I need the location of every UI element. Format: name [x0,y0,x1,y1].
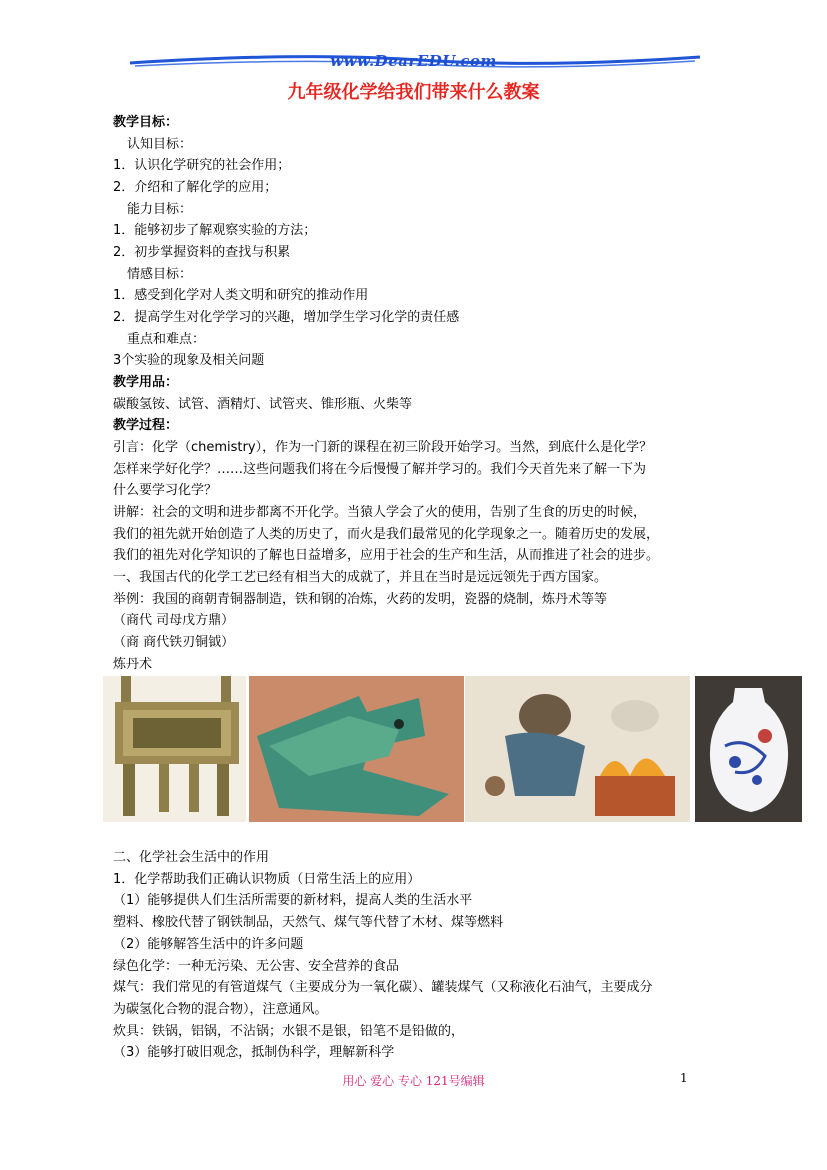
text-line: 我们的祖先就开始创造了人类的历史了，而火是我们最常见的化学现象之一。随着历史的发展， [113,527,660,542]
site-url: www.DearEDU.com [330,52,497,70]
text-line: 1．化学帮助我们正确认识物质（日常生活上的应用） [113,872,421,887]
text-line: 讲解：社会的文明和进步都离不开化学。当猿人学会了火的使用，告别了生食的历史的时候， [113,505,647,520]
bronze-axe-image [249,676,464,822]
text-line: （商 商代铁刃铜钺） [113,635,235,650]
text-line: 能力目标： [127,202,193,217]
text-line: 2．提高学生对化学学习的兴趣，增加学生学习化学的责任感 [113,310,460,325]
text-line: 炼丹术 [113,657,153,672]
text-line: 教学过程： [113,418,179,433]
text-line: 情感目标： [127,267,193,282]
text-line: 1．感受到化学对人类文明和研究的推动作用 [113,288,369,303]
page-title: 九年级化学给我们带来什么教案 [287,82,540,103]
text-line: （3）能够打破旧观念，抵制伪科学，理解新科学 [113,1045,395,1060]
porcelain-vase-image [695,676,802,822]
page-header [0,0,827,80]
page-number: 1 [680,1071,688,1085]
text-line: （1）能够提供人们生活所需要的新材料，提高人类的生活水平 [113,893,473,908]
text-line: 怎样来学好化学？……这些问题我们将在今后慢慢了解并学习的。我们今天首先来了解一下为 [113,462,647,477]
text-line: 碳酸氢铵、试管、酒精灯、试管夹、锥形瓶、火柴等 [113,397,413,412]
text-line: 2．初步掌握资料的查找与积累 [113,245,291,260]
text-line: 2．介绍和了解化学的应用； [113,180,278,195]
footer-text: 用心 爱心 专心 121号编辑 [342,1074,485,1088]
text-line: （商代 司母戊方鼎） [113,613,235,628]
text-line: 引言：化学（chemistry），作为一门新的课程在初三阶段开始学习。当然，到底什么是化学？ [113,440,653,455]
bronze-ding-image [103,676,246,822]
text-line: 重点和难点： [127,332,206,347]
text-line: 认知目标： [127,137,193,152]
text-line: （2）能够解答生活中的许多问题 [113,937,304,952]
text-line: 塑料、橡胶代替了钢铁制品，天然气、煤气等代替了木材、煤等燃料 [113,915,504,930]
text-line: 什么要学习化学？ [113,483,218,498]
alchemy-painting-image [465,676,690,822]
text-line: 炊具：铁锅，铝锅，不沾锅；水银不是银，铅笔不是铅做的， [113,1024,465,1039]
text-line: 为碳氢化合物的混合物），注意通风。 [113,1002,328,1017]
text-line: 我们的祖先对化学知识的了解也日益增多，应用于社会的生产和生活，从而推进了社会的进步。 [113,548,660,563]
text-line: 1．能够初步了解观察实验的方法； [113,223,317,238]
text-line: 3个实验的现象及相关问题 [113,353,265,368]
text-line: 教学目标： [113,115,179,130]
text-line: 1．认识化学研究的社会作用； [113,158,291,173]
text-line: 二、化学社会生活中的作用 [113,850,270,865]
text-line: 煤气：我们常见的有管道煤气（主要成分为一氧化碳）、罐装煤气（又称液化石油气，主要成分 [113,980,653,995]
text-line: 教学用品： [113,375,179,390]
text-line: 一、我国古代的化学工艺已经有相当大的成就了，并且在当时是远远领先于西方国家。 [113,570,608,585]
text-line: 举例：我国的商朝青铜器制造，铁和钢的冶炼，火药的发明，瓷器的烧制，炼丹术等等 [113,592,608,607]
text-line: 绿色化学：一种无污染、无公害、安全营养的食品 [113,959,400,974]
